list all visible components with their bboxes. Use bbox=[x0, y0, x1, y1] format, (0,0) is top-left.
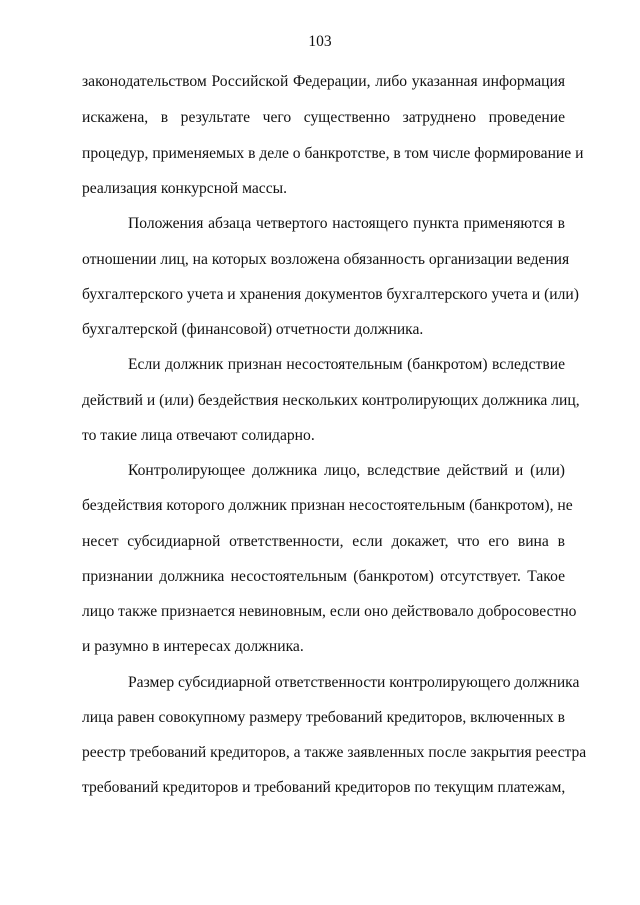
paragraph-4-line-4: признании должника несостоятельным (банкротом) отсутствует. Такое bbox=[82, 568, 565, 585]
paragraph-5-line-1: Размер субсидиарной ответственности контролирующего должника bbox=[128, 674, 580, 691]
paragraph-1-line-1: законодательством Российской Федерации, либо указанная информация bbox=[82, 73, 565, 90]
paragraph-2-line-2: отношении лиц, на которых возложена обязанность организации ведения bbox=[82, 251, 570, 268]
page-number: 103 bbox=[308, 33, 332, 50]
paragraph-3-line-1: Если должник признан несостоятельным (банкротом) вследствие bbox=[128, 356, 565, 373]
paragraph-5-line-2: лица равен совокупному размеру требований кредиторов, включенных в bbox=[82, 709, 565, 726]
paragraph-2-line-4: бухгалтерской (финансовой) отчетности должника. bbox=[82, 321, 424, 338]
paragraph-4-line-2: бездействия которого должник признан несостоятельным (банкротом), не bbox=[82, 497, 573, 514]
paragraph-4-line-5: лицо также признается невиновным, если оно действовало добросовестно bbox=[82, 603, 577, 620]
paragraph-3-line-2: действий и (или) бездействия нескольких контролирующих должника лиц, bbox=[82, 392, 580, 409]
paragraph-4-line-3: несет субсидиарной ответственности, если докажет, что его вина в bbox=[82, 533, 565, 550]
paragraph-2-line-3: бухгалтерского учета и хранения документов бухгалтерского учета и (или) bbox=[82, 286, 579, 303]
paragraph-1-line-2: искажена, в результате чего существенно затруднено проведение bbox=[82, 109, 565, 126]
paragraph-4-line-6: и разумно в интересах должника. bbox=[82, 638, 304, 655]
paragraph-5-line-4: требований кредиторов и требований кредиторов по текущим платежам, bbox=[82, 779, 566, 796]
paragraph-3-line-3: то такие лица отвечают солидарно. bbox=[82, 427, 315, 444]
paragraph-2-line-1: Положения абзаца четвертого настоящего пункта применяются в bbox=[128, 215, 565, 232]
paragraph-1-line-4: реализация конкурсной массы. bbox=[82, 180, 288, 197]
paragraph-1-line-3: процедур, применяемых в деле о банкротстве, в том числе формирование и bbox=[82, 145, 584, 162]
paragraph-4-line-1: Контролирующее должника лицо, вследствие действий и (или) bbox=[128, 462, 565, 479]
paragraph-5-line-3: реестр требований кредиторов, а также заявленных после закрытия реестра bbox=[82, 744, 587, 761]
